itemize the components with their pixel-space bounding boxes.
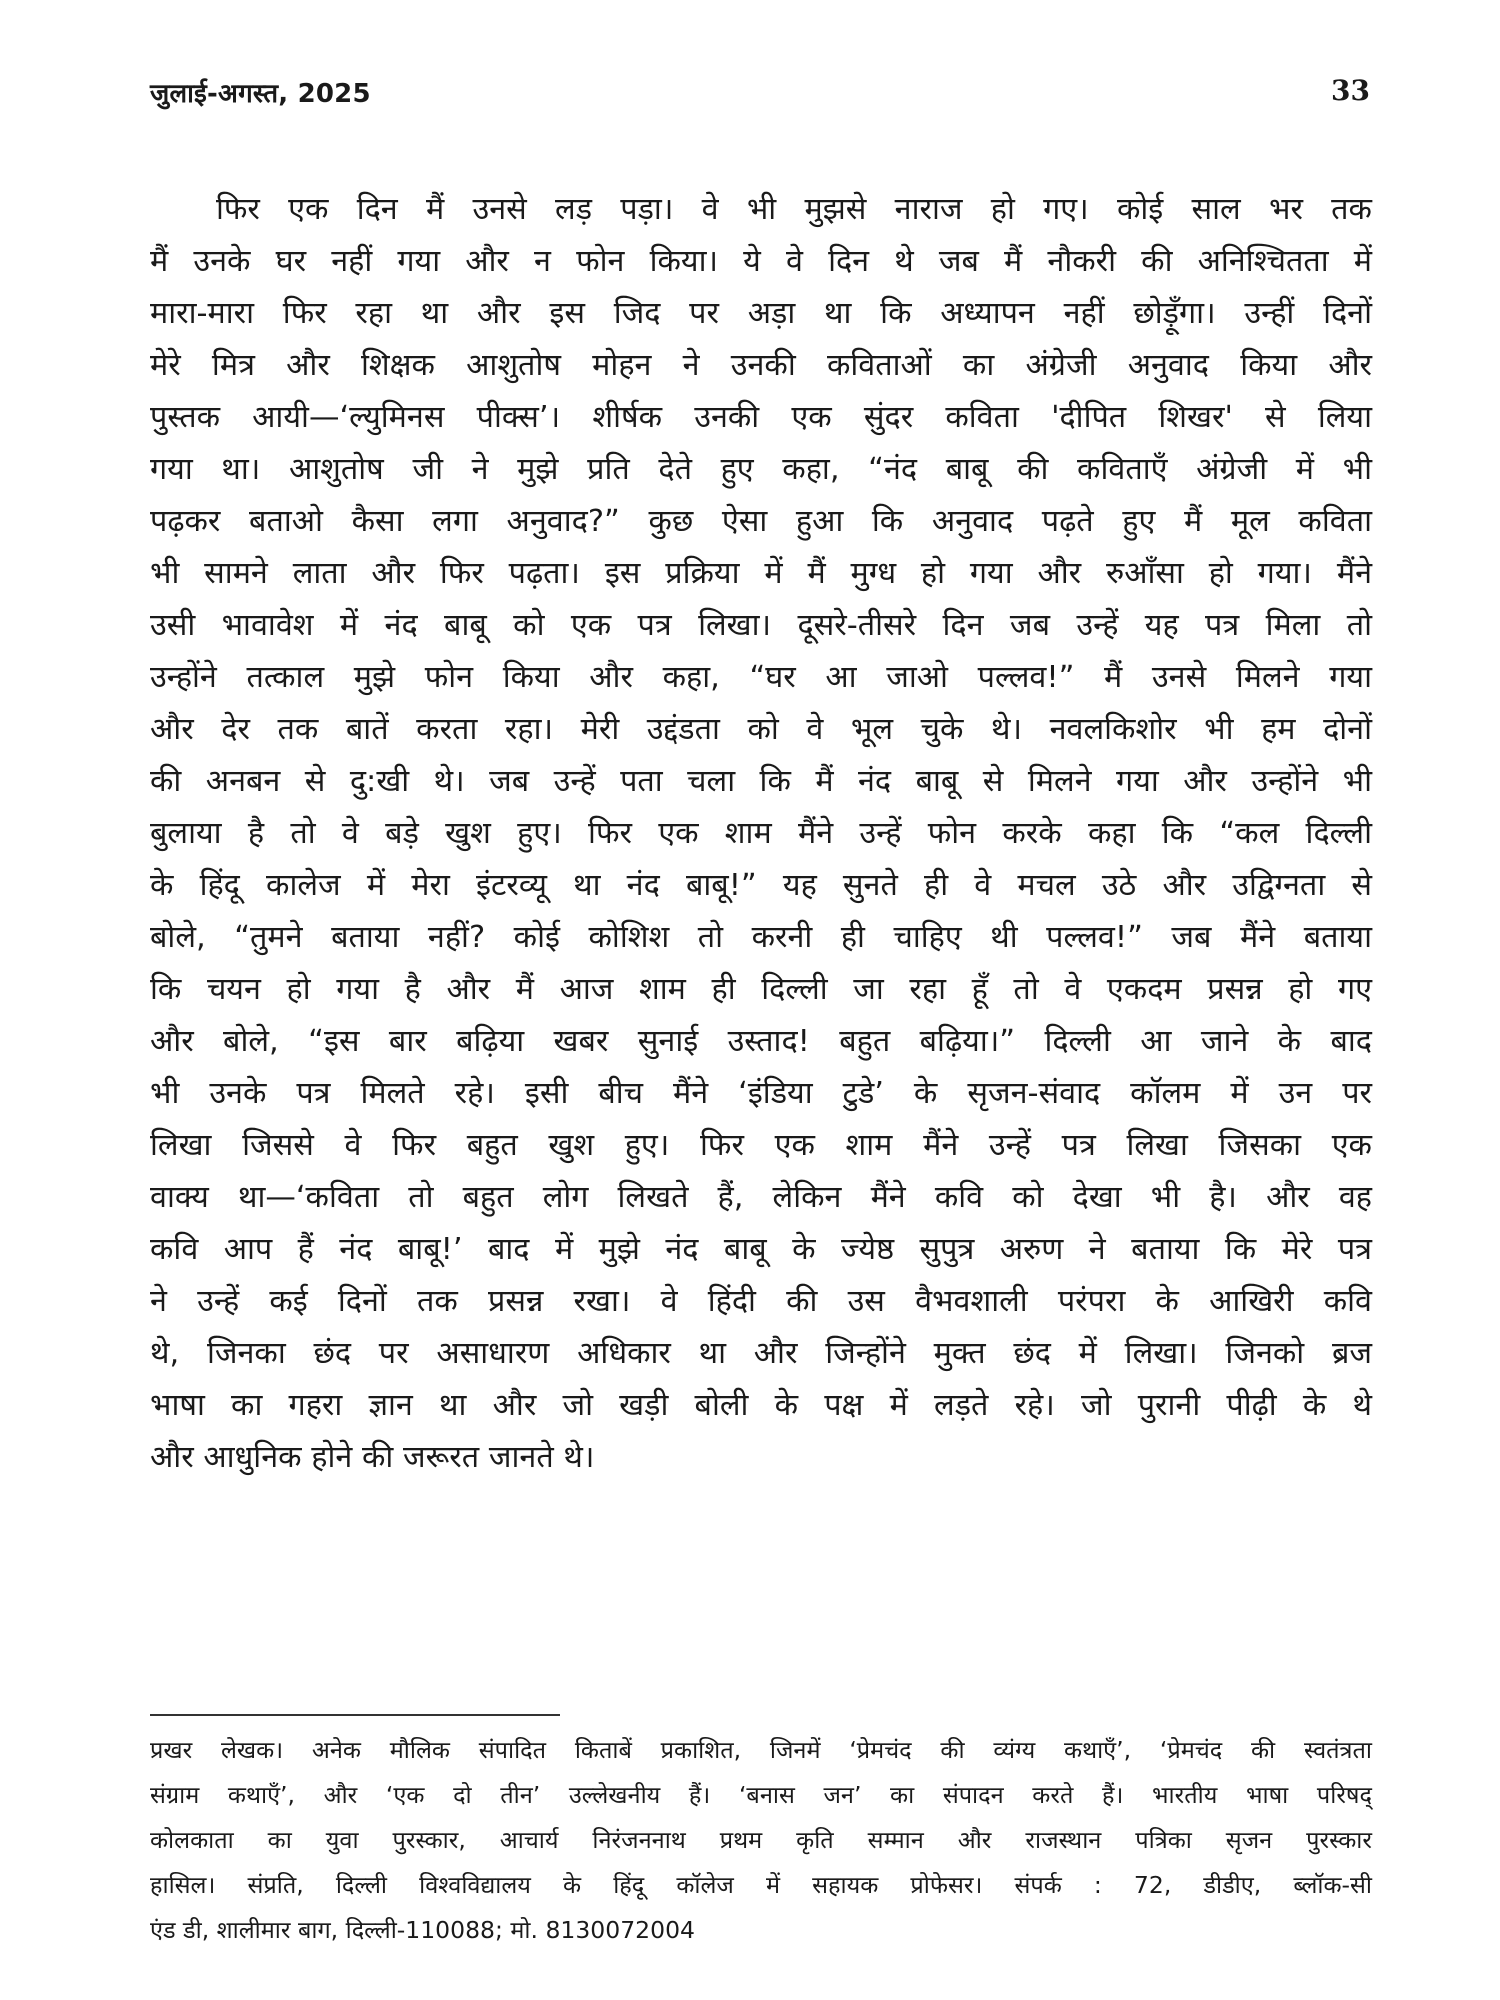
text-line: फिर एक दिन मैं उनसे लड़ पड़ा। वे भी मुझसे नाराज हो गए। कोई साल भर तक [216,192,1372,227]
issue-date: जुलाई-अगस्त, 2025 [150,79,371,109]
page-number: 33 [1331,74,1370,107]
text-line: और देर तक बातें करता रहा। मेरी उद्दंडता को वे भूल चुके थे। नवलकिशोर भी हम दोनों [150,712,1372,747]
footnote-line: हासिल। संप्रति, दिल्ली विश्वविद्यालय के हिंदू कॉलेज में सहायक प्रोफेसर। संपर्क : 72, डीडीए, ब्लॉक-सी [150,1871,1372,1899]
text-line: कवि आप हैं नंद बाबू!’ बाद में मुझे नंद बाबू के ज्येष्ठ सुपुत्र अरुण ने बताया कि मेरे पत्र [150,1232,1372,1267]
text-line: और बोले, “इस बार बढ़िया खबर सुनाई उस्ताद! बहुत बढ़िया।” दिल्ली आ जाने के बाद [150,1024,1372,1059]
text-line: लिखा जिससे वे फिर बहुत खुश हुए। फिर एक शाम मैंने उन्हें पत्र लिखा जिसका एक [150,1128,1372,1163]
author-footnote [150,1728,1372,1953]
text-line: गया था। आशुतोष जी ने मुझे प्रति देते हुए कहा, “नंद बाबू की कविताएँ अंग्रेजी में भी [150,452,1372,487]
text-line: भाषा का गहरा ज्ञान था और जो खड़ी बोली के पक्ष में लड़ते रहे। जो पुरानी पीढ़ी के थे [150,1388,1372,1423]
text-line: भी सामने लाता और फिर पढ़ता। इस प्रक्रिया में मैं मुग्ध हो गया और रुआँसा हो गया। मैंने [150,556,1372,591]
text-line: उसी भावावेश में नंद बाबू को एक पत्र लिखा। दूसरे-तीसरे दिन जब उन्हें यह पत्र मिला तो [150,608,1372,643]
body-paragraph [150,184,1372,1484]
footnote-line: प्रखर लेखक। अनेक मौलिक संपादित किताबें प्रकाशित, जिनमें ‘प्रेमचंद की व्यंग्य कथाएँ’, ‘प्रेमचंद की स्वतंत्रता [150,1736,1372,1764]
text-line: थे, जिनका छंद पर असाधारण अधिकार था और जिन्होंने मुक्त छंद में लिखा। जिनको ब्रज [150,1336,1372,1371]
footnote-line: एंड डी, शालीमार बाग, दिल्ली-110088; मो. 8130072004 [150,1916,695,1944]
text-line: की अनबन से दु:खी थे। जब उन्हें पता चला कि मैं नंद बाबू से मिलने गया और उन्होंने भी [150,764,1372,799]
text-line: और आधुनिक होने की जरूरत जानते थे। [150,1440,595,1475]
text-line: बोले, “तुमने बताया नहीं? कोई कोशिश तो करनी ही चाहिए थी पल्लव!” जब मैंने बताया [150,920,1372,955]
footnote-line: कोलकाता का युवा पुरस्कार, आचार्य निरंजननाथ प्रथम कृति सम्मान और राजस्थान पत्रिका सृजन पुरस्कार [150,1826,1372,1854]
text-line: मैं उनके घर नहीं गया और न फोन किया। ये वे दिन थे जब मैं नौकरी की अनिश्चितता में [150,244,1372,279]
text-line: वाक्य था—‘कविता तो बहुत लोग लिखते हैं, लेकिन मैंने कवि को देखा भी है। और वह [150,1180,1372,1215]
text-line: के हिंदू कालेज में मेरा इंटरव्यू था नंद बाबू!” यह सुनते ही वे मचल उठे और उद्विग्नता से [150,868,1372,903]
footnote-line: संग्राम कथाएँ’, और ‘एक दो तीन’ उल्लेखनीय हैं। ‘बनास जन’ का संपादन करते हैं। भारतीय भाषा परिषद् [150,1781,1372,1809]
text-line: कि चयन हो गया है और मैं आज शाम ही दिल्ली जा रहा हूँ तो वे एकदम प्रसन्न हो गए [150,972,1372,1007]
text-line: उन्होंने तत्काल मुझे फोन किया और कहा, “घर आ जाओ पल्लव!” मैं उनसे मिलने गया [150,660,1372,695]
footnote-divider [150,1714,560,1716]
running-header [150,74,1370,114]
text-line: पढ़कर बताओ कैसा लगा अनुवाद?” कुछ ऐसा हुआ कि अनुवाद पढ़ते हुए मैं मूल कविता [150,504,1372,539]
text-line: पुस्तक आयी—‘ल्युमिनस पीक्स’। शीर्षक उनकी एक सुंदर कविता 'दीपित शिखर' से लिया [150,400,1372,435]
text-line: मारा-मारा फिर रहा था और इस जिद पर अड़ा था कि अध्यापन नहीं छोड़ूँगा। उन्हीं दिनों [150,296,1372,331]
text-line: भी उनके पत्र मिलते रहे। इसी बीच मैंने ‘इंडिया टुडे’ के सृजन-संवाद कॉलम में उन पर [150,1076,1372,1111]
text-line: बुलाया है तो वे बड़े खुश हुए। फिर एक शाम मैंने उन्हें फोन करके कहा कि “कल दिल्ली [150,816,1372,851]
text-line: मेरे मित्र और शिक्षक आशुतोष मोहन ने उनकी कविताओं का अंग्रेजी अनुवाद किया और [150,348,1372,383]
text-line: ने उन्हें कई दिनों तक प्रसन्न रखा। वे हिंदी की उस वैभवशाली परंपरा के आखिरी कवि [150,1284,1372,1319]
